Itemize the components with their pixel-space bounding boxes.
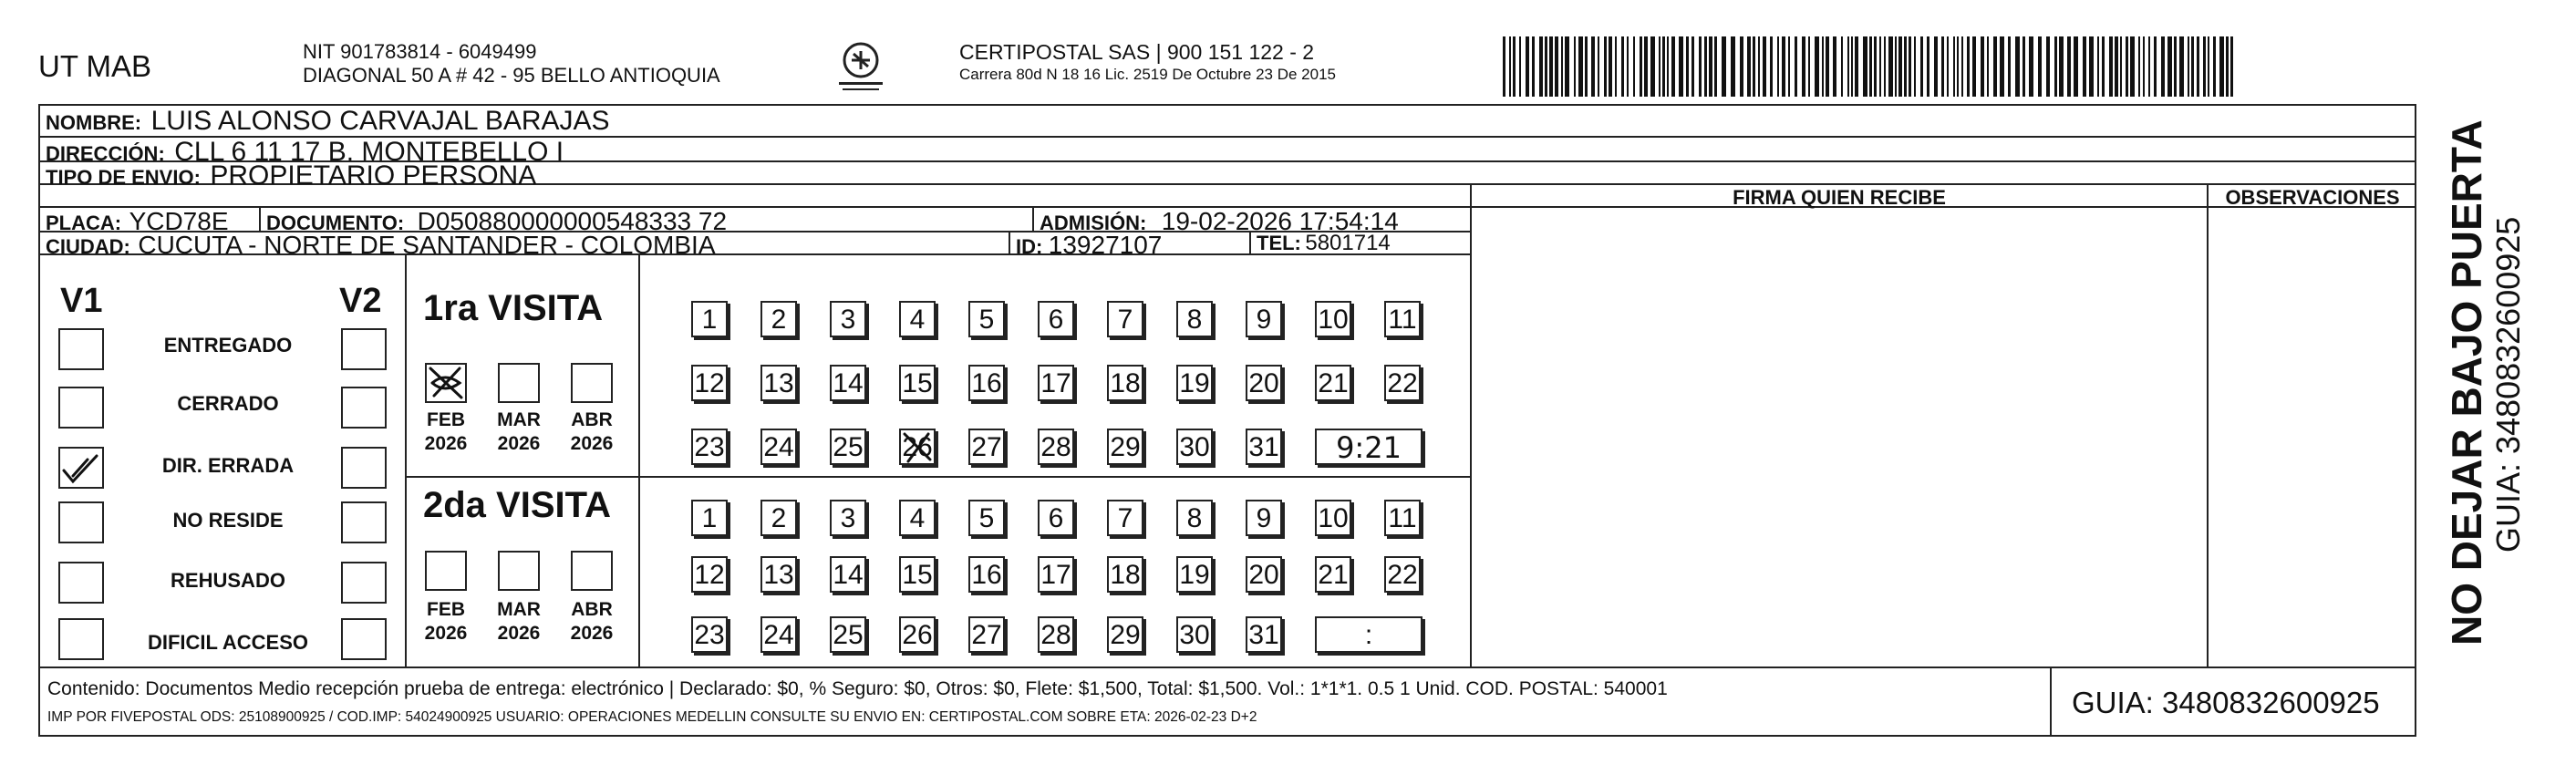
- day-cell[interactable]: 23: [691, 429, 728, 465]
- barcode-bar: [1808, 36, 1810, 97]
- barcode-bar: [1884, 36, 1886, 97]
- barcode-bar: [1777, 36, 1779, 97]
- barcode-bar: [1802, 36, 1805, 97]
- recipient-address: CLL 6 11 17 B. MONTEBELLO I: [174, 137, 564, 167]
- barcode-bar: [2023, 36, 2025, 97]
- barcode-bar: [1879, 36, 1881, 97]
- v2-header: V2: [339, 282, 382, 320]
- day-cell[interactable]: 14: [830, 365, 866, 401]
- day-cell[interactable]: 11: [1384, 500, 1421, 536]
- barcode-bar: [2179, 36, 2184, 97]
- barcode-bar: [1578, 36, 1583, 97]
- month-name: ABR: [571, 599, 613, 620]
- day-cell[interactable]: 31: [1246, 429, 1282, 465]
- day-cell[interactable]: 26: [899, 616, 936, 653]
- barcode-bar: [1788, 36, 1790, 97]
- barcode-bar: [1957, 36, 1959, 97]
- v1-checkbox-entregado[interactable]: [58, 328, 104, 370]
- barcode-bar: [1747, 36, 1751, 97]
- first-visit-abr-checkbox[interactable]: [571, 363, 613, 403]
- month-name: FEB: [427, 599, 465, 620]
- barcode-bar: [1549, 36, 1553, 97]
- v2-checkbox-dificil-acceso[interactable]: [341, 618, 387, 660]
- barcode-bar: [1704, 36, 1707, 97]
- barcode-bar: [1686, 36, 1689, 97]
- barcode-bar: [2130, 36, 2135, 97]
- barcode-bar: [1833, 36, 1836, 97]
- city-field: [46, 231, 716, 260]
- barcode-bar: [1927, 36, 1929, 97]
- v2-checkbox-dir-errada[interactable]: [341, 447, 387, 489]
- barcode-bar: [2038, 36, 2042, 97]
- plate-value: YCD78E: [129, 207, 229, 235]
- shipment-type: PROPIETARIO PERSONA: [210, 160, 537, 191]
- day-cell[interactable]: 13: [760, 365, 797, 401]
- barcode-bar: [1555, 36, 1558, 97]
- day-cell[interactable]: 19: [1176, 556, 1213, 593]
- barcode-bar: [1981, 36, 1984, 97]
- barcode-bar: [1914, 36, 1916, 97]
- month-year: 2026: [424, 433, 468, 454]
- day-cell[interactable]: 20: [1246, 556, 1282, 593]
- barcode-bar: [2208, 36, 2209, 97]
- status-label-entregado: ENTREGADO: [163, 334, 293, 356]
- barcode-bar: [1953, 36, 1955, 97]
- month-name: MAR: [497, 599, 541, 620]
- day-cell[interactable]: 9: [1246, 500, 1282, 536]
- company-name: UT MAB: [38, 49, 152, 83]
- plate-label: PLACA:: [46, 212, 122, 234]
- visit-time-box[interactable]: [1315, 616, 1422, 653]
- barcode-bar: [2191, 36, 2194, 97]
- barcode-bar: [2197, 36, 2199, 97]
- second-visit-mar-label: [487, 598, 551, 646]
- v1-header: V1: [60, 282, 103, 320]
- barcode-bar: [1662, 36, 1665, 97]
- barcode-bar: [2138, 36, 2140, 97]
- barcode-bar: [2143, 36, 2145, 97]
- barcode-bar: [1904, 36, 1907, 97]
- day-cell[interactable]: 29: [1107, 616, 1143, 653]
- tel-label: TEL:: [1257, 232, 1301, 254]
- day-cell[interactable]: 9: [1246, 301, 1282, 337]
- barcode-bar: [1627, 36, 1629, 97]
- v2-checkbox-entregado[interactable]: [341, 328, 387, 370]
- month-name: ABR: [571, 409, 613, 430]
- admission-label: ADMISIÓN:: [1040, 212, 1147, 234]
- day-cell[interactable]: 21: [1315, 365, 1351, 401]
- barcode-bar: [2154, 36, 2157, 97]
- day-cell[interactable]: 22: [1384, 365, 1421, 401]
- barcode-bar: [1851, 36, 1853, 97]
- day-cell[interactable]: 14: [830, 556, 866, 593]
- day-cell[interactable]: 22: [1384, 556, 1421, 593]
- day-cell[interactable]: 5: [968, 500, 1005, 536]
- day-cell[interactable]: 11: [1384, 301, 1421, 337]
- barcode-bar: [1640, 36, 1642, 97]
- barcode-bar: [2054, 36, 2057, 97]
- day-cell[interactable]: 4: [899, 301, 936, 337]
- barcode-bar: [1920, 36, 1923, 97]
- side-guia: GUIA: 3480832600925: [2489, 216, 2527, 553]
- month-year: 2026: [570, 623, 614, 644]
- document-value: D050880000000548333 72: [417, 207, 728, 235]
- company-nit: NIT 901783814 - 6049499: [303, 40, 537, 63]
- barcode-bar: [1874, 36, 1877, 97]
- document-label: DOCUMENTO:: [266, 212, 405, 234]
- barcode-bar: [1509, 36, 1511, 97]
- barcode-bar: [1841, 36, 1843, 97]
- id-value: 13927107: [1048, 231, 1163, 259]
- barcode-bar: [1740, 36, 1743, 97]
- day-cell-marked[interactable]: [899, 429, 936, 465]
- day-cell[interactable]: 2: [760, 301, 797, 337]
- barcode-bar: [1941, 36, 1944, 97]
- company-address: DIAGONAL 50 A # 42 - 95 BELLO ANTIOQUIA: [303, 64, 720, 87]
- barcode-bar: [1519, 36, 1521, 97]
- contents-line: Contenido: Documentos Medio recepción prueba de entrega: electrónico | Declarado: $0, % Seguro: $0, Otros: $0, Flete: $1,500, Total: $1,500. Vol.: 1*1*1. 0.5 1 Unid. COD. POSTAL: 540001: [47, 678, 1668, 699]
- barcode-bar: [1782, 36, 1785, 97]
- barcode-bar: [2074, 36, 2078, 97]
- type-row: [46, 160, 536, 191]
- barcode-bar: [1987, 36, 1989, 97]
- barcode-bar: [1513, 36, 1516, 97]
- day-cell[interactable]: 12: [691, 556, 728, 593]
- day-cell[interactable]: 24: [760, 616, 797, 653]
- barcode-bar: [2067, 36, 2071, 97]
- barcode-bar: [2115, 36, 2118, 97]
- barcode-bar: [1633, 36, 1635, 97]
- barcode-bar: [1609, 36, 1612, 97]
- barcode-bar: [2203, 36, 2206, 97]
- day-cell[interactable]: 3: [830, 301, 866, 337]
- day-cell[interactable]: 15: [899, 556, 936, 593]
- v2-checkbox-cerrado[interactable]: [341, 387, 387, 429]
- barcode-bar: [2046, 36, 2050, 97]
- status-label-dificil-acceso: DIFICIL ACCESO: [147, 631, 308, 654]
- first-visit-feb-label: [414, 408, 478, 456]
- day-cell[interactable]: 15: [899, 365, 936, 401]
- day-cell[interactable]: 17: [1038, 556, 1074, 593]
- barcode-bar: [1621, 36, 1624, 97]
- barcode-bar: [2126, 36, 2128, 97]
- day-cell[interactable]: 8: [1176, 500, 1213, 536]
- barcode-bar: [1763, 36, 1766, 97]
- barcode-bar: [1863, 36, 1867, 97]
- barcode-bar: [1565, 36, 1569, 97]
- barcode-bar: [1659, 36, 1660, 97]
- barcode-bar: [2083, 36, 2086, 97]
- day-cell[interactable]: 31: [1246, 616, 1282, 653]
- day-cell[interactable]: 7: [1107, 500, 1143, 536]
- barcode-bar: [1895, 36, 1897, 97]
- barcode-bar: [1709, 36, 1712, 97]
- month-year: 2026: [570, 433, 614, 454]
- barcode-bar: [1714, 36, 1717, 97]
- v1-checkbox-rehusado[interactable]: [58, 562, 104, 604]
- city-value: CUCUTA - NORTE DE SANTANDER - COLOMBIA: [138, 231, 716, 259]
- barcode-bar: [1934, 36, 1938, 97]
- day-cell[interactable]: 17: [1038, 365, 1074, 401]
- barcode-bar: [2089, 36, 2094, 97]
- barcode-bar: [1731, 36, 1735, 97]
- day-number: 26: [902, 432, 933, 462]
- barcode-bar: [2230, 36, 2233, 97]
- barcode-bar: [2174, 36, 2177, 97]
- day-cell[interactable]: 16: [968, 365, 1005, 401]
- day-cell[interactable]: 7: [1107, 301, 1143, 337]
- name-row: [46, 106, 610, 137]
- barcode-bar: [1691, 36, 1694, 97]
- barcode-bar: [1585, 36, 1588, 97]
- status-label-rehusado: REHUSADO: [171, 569, 285, 592]
- second-visit-feb-label: [414, 598, 478, 646]
- second-visit-mar-checkbox[interactable]: [498, 551, 540, 591]
- barcode-bar: [2161, 36, 2165, 97]
- month-year: 2026: [497, 623, 541, 644]
- v1-checkbox-cerrado[interactable]: [58, 387, 104, 429]
- barcode-bar: [1671, 36, 1675, 97]
- day-cell[interactable]: 18: [1107, 556, 1143, 593]
- barcode-bar: [1591, 36, 1595, 97]
- barcode-bar: [1650, 36, 1655, 97]
- signature-header: FIRMA QUIEN RECIBE: [1733, 186, 1946, 209]
- day-cell[interactable]: 30: [1176, 616, 1213, 653]
- barcode-bar: [1847, 36, 1849, 97]
- barcode-bar: [2059, 36, 2064, 97]
- day-cell[interactable]: 8: [1176, 301, 1213, 337]
- barcode-bar: [1598, 36, 1599, 97]
- carrier-address: Carrera 80d N 18 16 Lic. 2519 De Octubre 23 De 2015: [959, 66, 1336, 83]
- handwritten-cross-icon: [427, 365, 465, 401]
- name-label: NOMBRE:: [46, 111, 142, 134]
- barcode-bar: [1795, 36, 1797, 97]
- barcode-bar: [2102, 36, 2105, 97]
- day-cell[interactable]: 25: [830, 616, 866, 653]
- barcode-bar: [2120, 36, 2122, 97]
- day-cell[interactable]: 20: [1246, 365, 1282, 401]
- month-name: FEB: [427, 409, 465, 430]
- status-label-cerrado: CERRADO: [177, 392, 279, 415]
- city-label: CIUDAD:: [46, 235, 130, 258]
- barcode-bar: [1526, 36, 1529, 97]
- barcode-bar: [1869, 36, 1872, 97]
- status-label-dir-errada: DIR. ERRADA: [161, 454, 295, 477]
- day-cell[interactable]: 25: [830, 429, 866, 465]
- tel-value: 5801714: [1305, 231, 1391, 255]
- barcode: [1503, 36, 2234, 97]
- day-cell[interactable]: 27: [968, 429, 1005, 465]
- day-cell[interactable]: 13: [760, 556, 797, 593]
- barcode-bar: [1826, 36, 1829, 97]
- barcode-bar: [1644, 36, 1648, 97]
- barcode-bar: [1679, 36, 1683, 97]
- day-cell[interactable]: 4: [899, 500, 936, 536]
- id-field: [1016, 231, 1162, 260]
- type-label: TIPO DE ENVIO:: [46, 166, 201, 189]
- barcode-bar: [1561, 36, 1563, 97]
- day-cell[interactable]: 19: [1176, 365, 1213, 401]
- barcode-bar: [1961, 36, 1963, 97]
- v1-checkbox-no-reside[interactable]: [58, 501, 104, 543]
- barcode-bar: [1758, 36, 1760, 97]
- barcode-bar: [1967, 36, 1970, 97]
- day-cell[interactable]: 10: [1315, 301, 1351, 337]
- second-visit-title: 2da VISITA: [423, 485, 611, 525]
- barcode-bar: [1545, 36, 1547, 97]
- id-label: ID:: [1016, 235, 1043, 258]
- v1-checkbox-dificil-acceso[interactable]: [58, 618, 104, 660]
- barcode-bar: [1909, 36, 1911, 97]
- barcode-bar: [2008, 36, 2011, 97]
- recipient-name: LUIS ALONSO CARVAJAL BARAJAS: [150, 106, 610, 136]
- barcode-bar: [2188, 36, 2189, 97]
- day-cell[interactable]: 24: [760, 429, 797, 465]
- barcode-bar: [2167, 36, 2172, 97]
- first-visit-title: 1ra VISITA: [423, 288, 604, 328]
- barcode-bar: [1815, 36, 1819, 97]
- v2-checkbox-no-reside[interactable]: [341, 501, 387, 543]
- barcode-bar: [1604, 36, 1607, 97]
- day-cell[interactable]: 23: [691, 616, 728, 653]
- day-cell[interactable]: 5: [968, 301, 1005, 337]
- day-cell[interactable]: 27: [968, 616, 1005, 653]
- carrier-logo: [833, 40, 888, 95]
- day-cell[interactable]: 12: [691, 365, 728, 401]
- barcode-bar: [1770, 36, 1773, 97]
- barcode-bar: [2000, 36, 2004, 97]
- day-cell[interactable]: 1: [691, 301, 728, 337]
- day-cell[interactable]: 28: [1038, 616, 1074, 653]
- day-cell[interactable]: 10: [1315, 500, 1351, 536]
- day-cell[interactable]: 2: [760, 500, 797, 536]
- barcode-bar: [1503, 36, 1505, 97]
- tel-field: [1257, 231, 1391, 256]
- day-cell[interactable]: 16: [968, 556, 1005, 593]
- barcode-bar: [2109, 36, 2113, 97]
- day-cell[interactable]: 3: [830, 500, 866, 536]
- admission-value: 19-02-2026 17:54:14: [1161, 207, 1399, 235]
- second-visit-abr-label: [560, 598, 624, 646]
- month-year: 2026: [497, 433, 541, 454]
- first-visit-feb-checkbox[interactable]: [425, 363, 467, 403]
- barcode-bar: [1898, 36, 1902, 97]
- day-cell[interactable]: 6: [1038, 500, 1074, 536]
- handwritten-cross-icon: [899, 429, 936, 465]
- day-cell[interactable]: 1: [691, 500, 728, 536]
- visit-time: 9:21: [1336, 430, 1402, 465]
- barcode-bar: [2226, 36, 2229, 97]
- barcode-bar: [2148, 36, 2150, 97]
- barcode-bar: [1574, 36, 1576, 97]
- first-visit-mar-checkbox[interactable]: [498, 363, 540, 403]
- month-name: MAR: [497, 409, 541, 430]
- second-visit-feb-checkbox[interactable]: [425, 551, 467, 591]
- barcode-bar: [1947, 36, 1949, 97]
- v2-checkbox-rehusado[interactable]: [341, 562, 387, 604]
- barcode-bar: [1993, 36, 1997, 97]
- day-cell[interactable]: 21: [1315, 556, 1351, 593]
- barcode-bar: [2015, 36, 2020, 97]
- barcode-bar: [1699, 36, 1702, 97]
- barcode-graphic: [1503, 36, 2234, 97]
- first-visit-mar-label: [487, 408, 551, 456]
- first-visit-abr-label: [560, 408, 624, 456]
- v1-checkbox-dir-errada[interactable]: [58, 447, 104, 489]
- barcode-bar: [2097, 36, 2099, 97]
- barcode-bar: [1532, 36, 1535, 97]
- barcode-bar: [1722, 36, 1726, 97]
- day-cell[interactable]: 29: [1107, 429, 1143, 465]
- barcode-bar: [1667, 36, 1669, 97]
- carrier-name: CERTIPOSTAL SAS | 900 151 122 - 2: [959, 40, 1315, 64]
- certipostal-logo-icon: [833, 40, 888, 95]
- barcode-bar: [1972, 36, 1976, 97]
- imp-line: IMP POR FIVEPOSTAL ODS: 25108900925 / COD.IMP: 54024900925 USUARIO: OPERACIONES MEDELLIN CONSULTE SU ENVIO EN: CERTIPOSTAL.COM SOBRE ETA: 2026-02-23 D+2: [47, 709, 1257, 725]
- barcode-bar: [1539, 36, 1543, 97]
- visit-time: :: [1364, 620, 1373, 650]
- day-cell[interactable]: 28: [1038, 429, 1074, 465]
- barcode-bar: [1615, 36, 1617, 97]
- observations-header: OBSERVACIONES: [2225, 186, 2400, 209]
- barcode-bar: [2219, 36, 2224, 97]
- footer-guia: GUIA: 3480832600925: [2072, 686, 2380, 719]
- second-visit-abr-checkbox[interactable]: [571, 551, 613, 591]
- side-warning: NO DEJAR BAJO PUERTA: [2443, 119, 2490, 646]
- address-label: DIRECCIÓN:: [46, 142, 165, 165]
- status-label-no-reside: NO RESIDE: [172, 509, 284, 532]
- day-cell[interactable]: 6: [1038, 301, 1074, 337]
- barcode-bar: [1888, 36, 1893, 97]
- barcode-bar: [1753, 36, 1755, 97]
- visit-time-box[interactable]: [1315, 429, 1422, 465]
- day-cell[interactable]: 18: [1107, 365, 1143, 401]
- barcode-bar: [2029, 36, 2033, 97]
- handwritten-check-icon: [60, 449, 102, 487]
- barcode-bar: [1855, 36, 1858, 97]
- barcode-bar: [2213, 36, 2216, 97]
- day-cell[interactable]: 30: [1176, 429, 1213, 465]
- barcode-bar: [1822, 36, 1824, 97]
- month-year: 2026: [424, 623, 468, 644]
